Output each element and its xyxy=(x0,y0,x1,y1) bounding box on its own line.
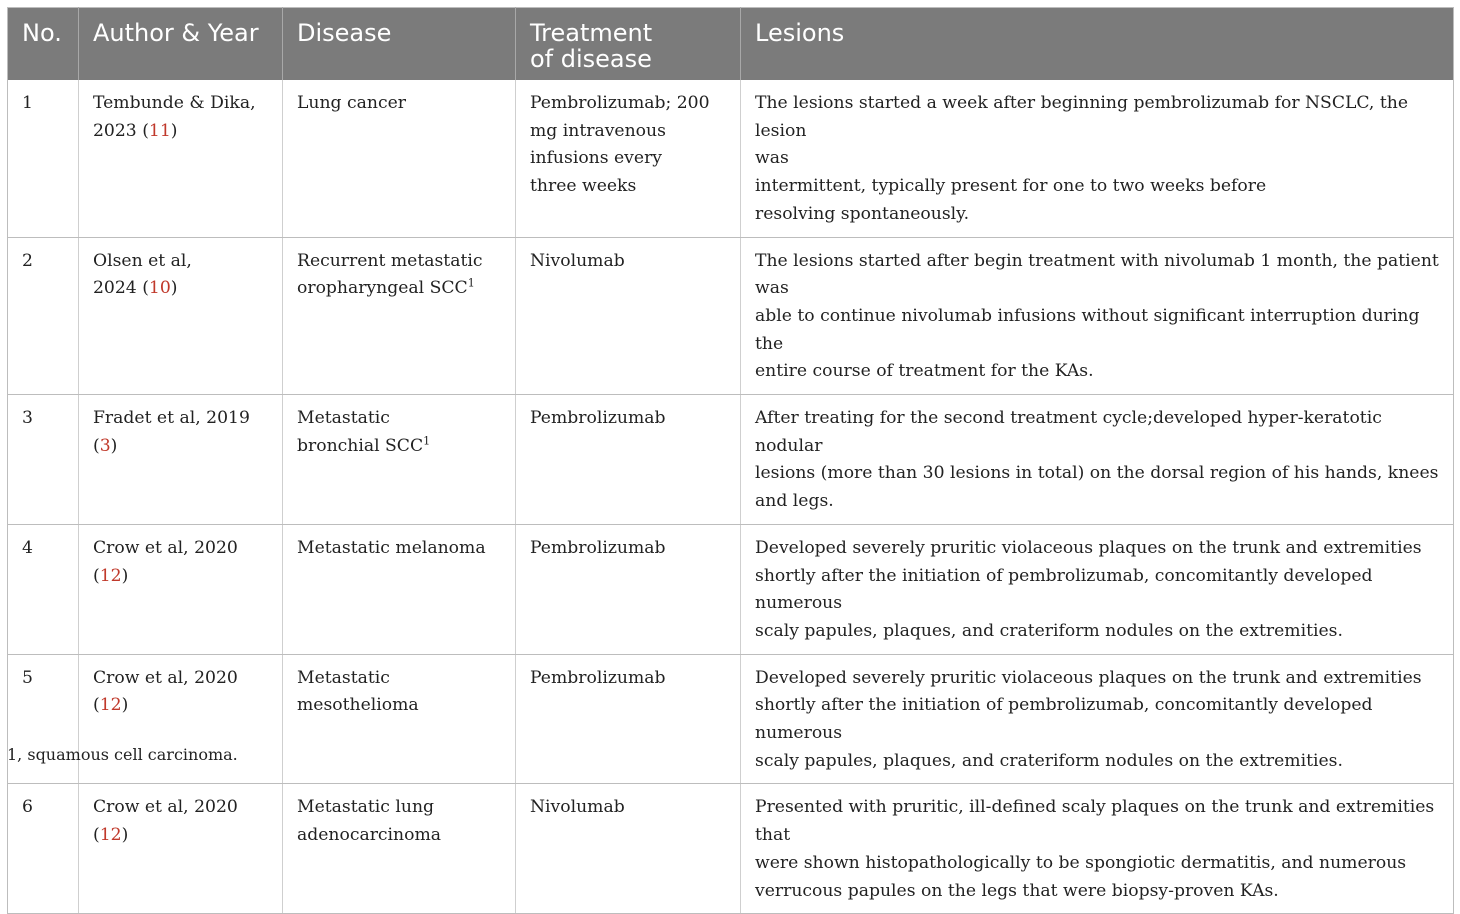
cell-no: 4 xyxy=(8,524,79,654)
case-table xyxy=(7,7,1454,914)
treatment-line: Nivolumab xyxy=(530,797,625,818)
table-row xyxy=(8,524,1454,654)
table-container xyxy=(7,7,1453,914)
treatment-line: Pembrolizumab; 200 xyxy=(530,93,710,113)
disease-line xyxy=(297,248,501,276)
disease-line xyxy=(297,433,501,461)
header-no: No. xyxy=(8,8,79,81)
cell-no: 2 xyxy=(8,237,79,395)
footnote: 1, squamous cell carcinoma. xyxy=(7,745,238,764)
disease-text: Metastatic melanoma xyxy=(297,537,486,558)
lesion-line: verrucous papules on the legs that were biopsy-proven KAs. xyxy=(755,880,1279,901)
treatment-line: three weeks xyxy=(530,176,637,197)
reference-link[interactable]: 12 xyxy=(99,825,122,846)
cell-author-year xyxy=(79,80,283,237)
treatment-line: Pembrolizumab xyxy=(530,537,666,558)
table-row xyxy=(8,654,1454,784)
cell-treatment xyxy=(516,395,741,525)
disease-text: mesothelioma xyxy=(297,695,419,716)
author-text: Crow et al, 2020 xyxy=(93,537,238,558)
header-author-year: Author & Year xyxy=(79,8,283,81)
author-line: Crow et al, 2020 (12) xyxy=(93,537,238,586)
header-row xyxy=(8,8,1454,81)
treatment-line: mg intravenous xyxy=(530,120,666,141)
cell-lesions xyxy=(741,524,1454,654)
cell-treatment xyxy=(516,784,741,914)
disease-line xyxy=(297,692,501,720)
lesion-line: lesions (more than 30 lesions in total) on the dorsal region of his hands, knees xyxy=(755,463,1439,484)
header-lesions: Lesions xyxy=(741,8,1454,81)
treatment-line: Nivolumab xyxy=(530,250,625,271)
author-text: 2024 xyxy=(93,278,137,299)
author-text: Fradet et al, 2019 xyxy=(93,408,250,429)
lesion-line: Developed severely pruritic violaceous plaques on the trunk and extremities xyxy=(755,537,1422,558)
reference-link[interactable]: 12 xyxy=(99,565,122,586)
table-row xyxy=(8,237,1454,395)
author-text: 2023 xyxy=(93,120,137,141)
author-text: Crow et al, 2020 xyxy=(93,797,238,818)
cell-author-year xyxy=(79,654,283,784)
disease-text: Metastatic xyxy=(297,408,390,429)
lesion-line: shortly after the initiation of pembrolizumab, concomitantly developed numerous xyxy=(755,695,1373,744)
disease-line xyxy=(297,794,501,822)
lesion-line: resolving spontaneously. xyxy=(755,203,970,224)
author-line xyxy=(93,90,268,118)
lesion-line: scaly papules, plaques, and crateriform nodules on the extremities. xyxy=(755,750,1343,771)
lesion-line: The lesions started after begin treatment with nivolumab 1 month, the patient was xyxy=(755,250,1439,299)
cell-treatment xyxy=(516,80,741,237)
disease-line xyxy=(297,665,501,693)
lesion-line: scaly papules, plaques, and crateriform nodules on the extremities. xyxy=(755,620,1343,641)
cell-no: 1 xyxy=(8,80,79,237)
cell-lesions xyxy=(741,237,1454,395)
cell-author-year xyxy=(79,784,283,914)
lesion-line: Presented with pruritic, ill-defined scaly plaques on the trunk and extremities that xyxy=(755,797,1435,846)
treatment-line: Pembrolizumab xyxy=(530,667,666,688)
disease-text: Metastatic lung xyxy=(297,797,435,818)
author-line: 2024 (10) xyxy=(93,278,178,299)
disease-line xyxy=(297,822,501,850)
author-line: Crow et al, 2020 (12) xyxy=(93,667,238,716)
lesion-line: The lesions started a week after beginning pembrolizumab for NSCLC, the lesion xyxy=(755,93,1408,141)
disease-line xyxy=(297,90,501,118)
lesion-line: entire course of treatment for the KAs. xyxy=(755,361,1094,382)
author-line xyxy=(93,248,268,276)
lesion-line: and legs. xyxy=(755,491,834,512)
cell-author-year xyxy=(79,524,283,654)
disease-line xyxy=(297,535,501,563)
author-line: Fradet et al, 2019 (3) xyxy=(93,408,250,456)
author-text: Olsen et al, xyxy=(93,250,192,271)
footnote-marker: 1 xyxy=(423,434,431,447)
lesion-line: shortly after the initiation of pembrolizumab, concomitantly developed numerous xyxy=(755,565,1373,614)
lesion-line: Developed severely pruritic violaceous plaques on the trunk and extremities xyxy=(755,667,1422,688)
reference-link[interactable]: 3 xyxy=(99,435,111,456)
cell-disease xyxy=(283,524,516,654)
cell-no: 5 xyxy=(8,654,79,784)
disease-line xyxy=(297,275,501,303)
reference-link[interactable]: 12 xyxy=(99,695,122,716)
table-row xyxy=(8,80,1454,237)
reference-link[interactable]: 11 xyxy=(148,120,171,141)
cell-disease xyxy=(283,395,516,525)
treatment-line: infusions every xyxy=(530,148,662,169)
disease-line xyxy=(297,405,501,433)
author-text: Tembunde & Dika, xyxy=(93,93,256,113)
disease-text: Recurrent metastatic xyxy=(297,250,483,271)
lesion-line: intermittent, typically present for one to two weeks before xyxy=(755,176,1267,197)
cell-disease xyxy=(283,80,516,237)
cell-lesions xyxy=(741,80,1454,237)
cell-disease xyxy=(283,654,516,784)
cell-lesions xyxy=(741,395,1454,525)
table-row xyxy=(8,395,1454,525)
cell-no: 3 xyxy=(8,395,79,525)
author-line: Crow et al, 2020 (12) xyxy=(93,797,238,846)
reference-link[interactable]: 10 xyxy=(148,278,171,299)
disease-text: oropharyngeal SCC xyxy=(297,278,468,299)
cell-treatment xyxy=(516,237,741,395)
author-line: 2023 (11) xyxy=(93,120,178,141)
disease-text: bronchial SCC xyxy=(297,435,424,456)
cell-disease xyxy=(283,784,516,914)
footnote-marker: 1 xyxy=(467,276,475,290)
cell-lesions xyxy=(741,784,1454,914)
lesion-line: After treating for the second treatment cycle;developed hyper-keratotic nodular xyxy=(755,408,1382,456)
lesion-line: was xyxy=(755,148,789,169)
header-treatment-line-2: of disease xyxy=(530,45,652,73)
header-disease: Disease xyxy=(283,8,516,81)
cell-author-year xyxy=(79,395,283,525)
header-treatment-line-1: Treatment xyxy=(530,19,653,47)
header-treatment xyxy=(516,8,741,81)
disease-text: adenocarcinoma xyxy=(297,825,442,846)
cell-author-year xyxy=(79,237,283,395)
lesion-line: were shown histopathologically to be spongiotic dermatitis, and numerous xyxy=(755,852,1407,873)
cell-treatment xyxy=(516,524,741,654)
cell-treatment xyxy=(516,654,741,784)
lesion-line: able to continue nivolumab infusions without significant interruption during the xyxy=(755,305,1420,354)
treatment-line: Pembrolizumab xyxy=(530,408,666,429)
disease-text: Metastatic xyxy=(297,667,390,688)
cell-lesions xyxy=(741,654,1454,784)
author-text: Crow et al, 2020 xyxy=(93,667,238,688)
disease-text: Lung cancer xyxy=(297,93,406,113)
table-row xyxy=(8,784,1454,914)
cell-no: 6 xyxy=(8,784,79,914)
cell-disease xyxy=(283,237,516,395)
